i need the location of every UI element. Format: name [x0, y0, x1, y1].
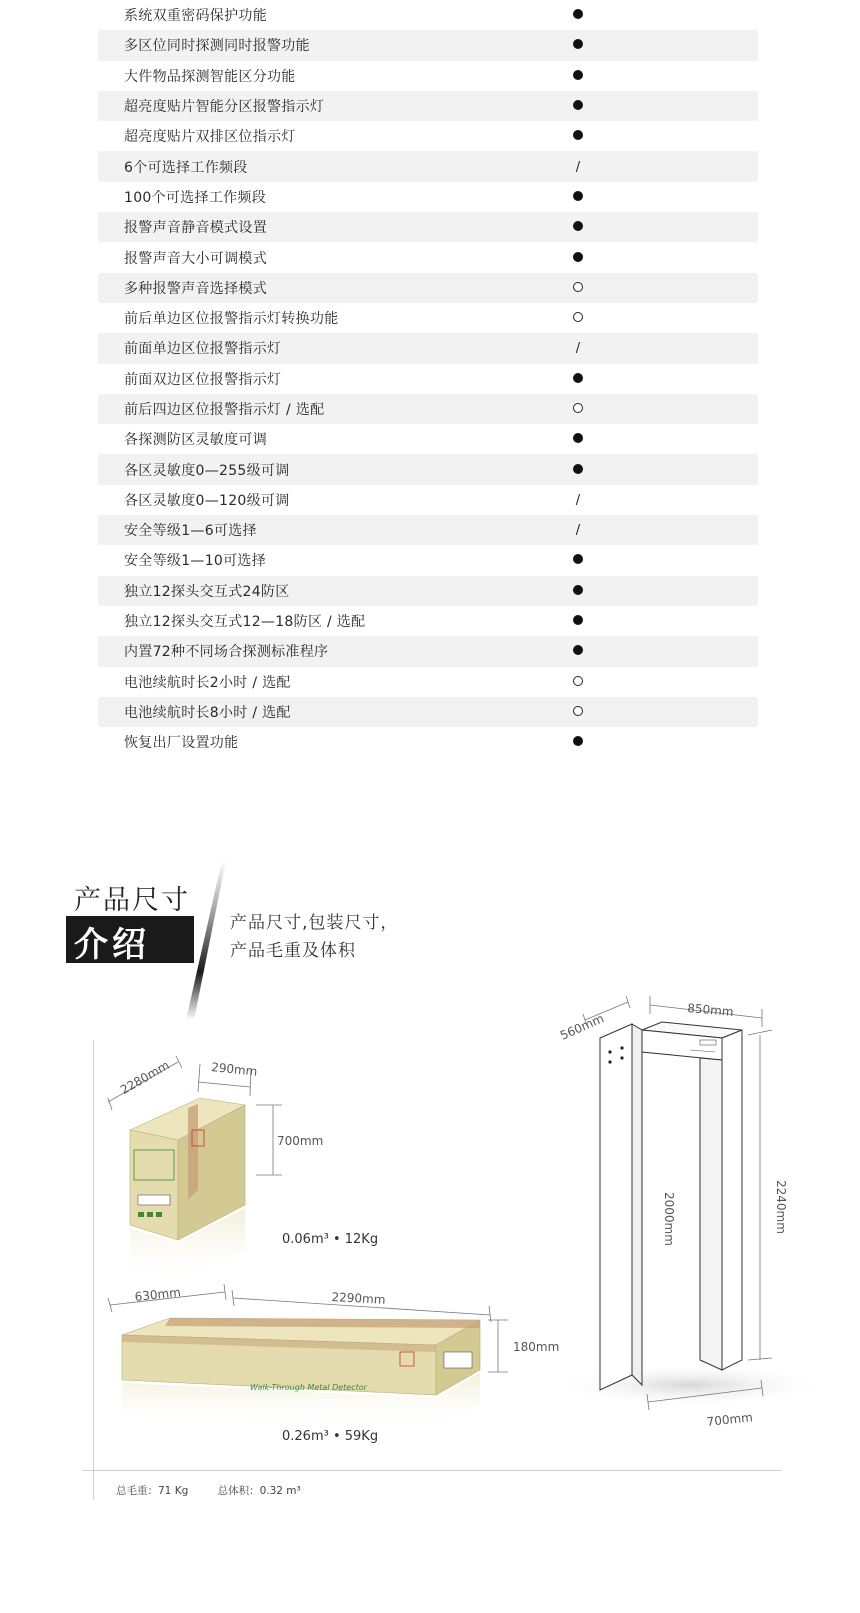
feature-label: 独立12探头交互式12—18防区 / 选配 — [124, 614, 366, 631]
feature-label: 各探测防区灵敏度可调 — [124, 432, 267, 449]
feature-label: 报警声音大小可调模式 — [124, 250, 267, 267]
section-title-top: 产品尺寸 — [74, 885, 190, 916]
small-box-width-label: 290mm — [210, 1060, 259, 1079]
gate-inner-height-label: 2000mm — [662, 1192, 676, 1246]
gate-illustration — [550, 996, 830, 1410]
section-subtitle-line1: 产品尺寸,包装尺寸， — [230, 913, 399, 933]
feature-label: 内置72种不同场合探测标准程序 — [124, 644, 329, 661]
feature-label: 6个可选择工作频段 — [124, 159, 248, 176]
flat-box-width-label: 630mm — [134, 1285, 182, 1304]
feature-label: 安全等级1—10可选择 — [124, 553, 267, 570]
feature-label: 各区灵敏度0—255级可调 — [124, 462, 290, 479]
feature-label: 报警声音静音模式设置 — [124, 220, 267, 237]
feature-label: 多区位同时探测同时报警功能 — [124, 38, 310, 55]
gate-total-height-label: 2240mm — [774, 1180, 788, 1234]
feature-label: 前后单边区位报警指示灯转换功能 — [124, 311, 339, 328]
small-box-height-label: 700mm — [277, 1134, 324, 1148]
feature-label: 各区灵敏度0—120级可调 — [124, 492, 290, 509]
slash-glyph: / — [575, 523, 581, 539]
gate-width-label: 850mm — [686, 1001, 735, 1019]
feature-label: 恢复出厂设置功能 — [124, 735, 239, 752]
slash-glyph: / — [575, 492, 581, 508]
total-volume: 总体积：0.32 m³ — [217, 1485, 301, 1497]
feature-label: 多种报警声音选择模式 — [124, 280, 267, 297]
feature-label: 前后四边区位报警指示灯 / 选配 — [124, 402, 325, 418]
slash-glyph: / — [575, 341, 581, 357]
feature-label: 电池续航时长8小时 / 选配 — [124, 704, 291, 721]
flat-box-illustration — [108, 1284, 508, 1430]
feature-label: 电池续航时长2小时 / 选配 — [124, 674, 291, 691]
feature-label: 大件物品探测智能区分功能 — [124, 68, 296, 85]
section-title-bottom: 介绍 — [74, 925, 150, 965]
gate-base-width-label: 700mm — [706, 1410, 754, 1429]
feature-label: 超亮度贴片双排区位指示灯 — [124, 129, 296, 146]
feature-label: 前面单边区位报警指示灯 — [124, 341, 282, 358]
slash-glyph: / — [575, 159, 581, 175]
flat-box-spec: 0.26m³ • 59Kg — [282, 1429, 379, 1444]
feature-label: 系统双重密码保护功能 — [124, 8, 267, 25]
feature-label: 前面双边区位报警指示灯 — [124, 371, 282, 388]
feature-label: 100个可选择工作频段 — [124, 189, 267, 206]
gross-weight: 总毛重：71 Kg — [116, 1485, 189, 1497]
feature-label: 安全等级1—6可选择 — [124, 523, 257, 540]
feature-label: 独立12探头交互式24防区 — [124, 583, 290, 600]
small-box-length-label: 2280mm — [118, 1058, 172, 1098]
flat-box-height-label: 180mm — [513, 1340, 560, 1354]
small-box-spec: 0.06m³ • 12Kg — [282, 1232, 379, 1247]
section-subtitle-line2: 产品毛重及体积 — [230, 941, 356, 961]
totals-line — [116, 1483, 327, 1498]
feature-label: 超亮度贴片智能分区报警指示灯 — [124, 99, 325, 116]
gate-depth-label: 560mm — [558, 1011, 606, 1043]
flat-box-print: Walk-Through Metal Detector — [250, 1383, 367, 1392]
flat-box-length-label: 2290mm — [331, 1290, 386, 1307]
